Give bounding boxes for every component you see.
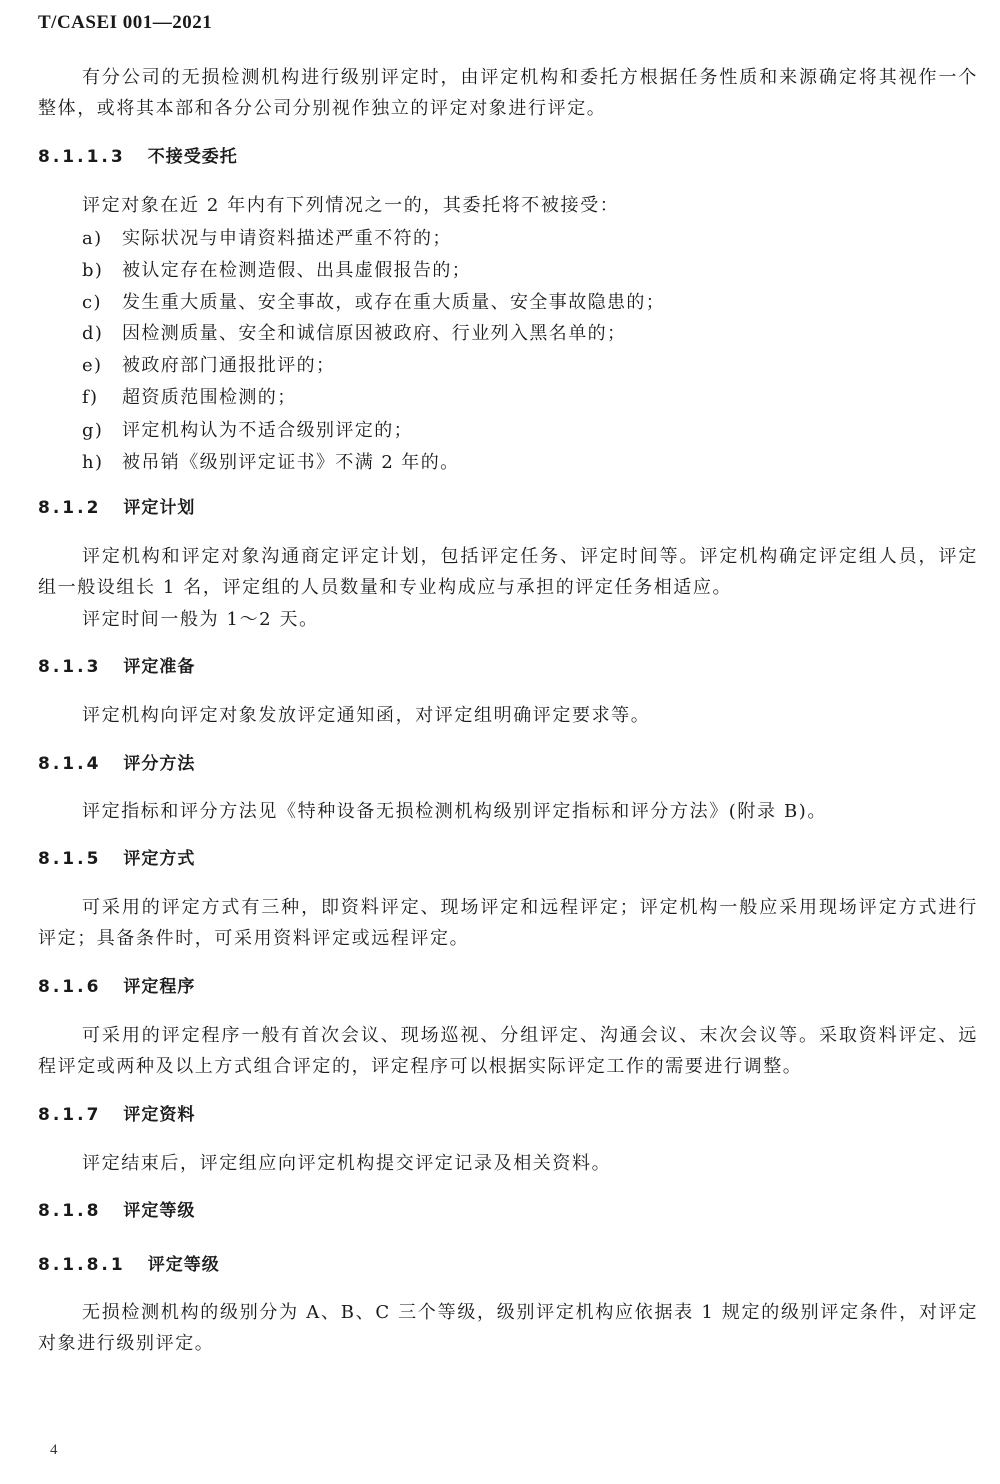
paragraph-8-1-8-1: 无损检测机构的级别分为 A、B、C 三个等级，级别评定机构应依据表 1 规定的级别评定条件，对评定对象进行级别评定。 xyxy=(38,1302,978,1354)
section-number: 8.1.8.1 xyxy=(38,1255,126,1275)
section-number: 8.1.6 xyxy=(38,977,102,997)
list-marker: b) xyxy=(82,260,104,281)
section-number: 8.1.2 xyxy=(38,498,102,518)
list-item-g xyxy=(82,415,982,446)
section-title: 评定资料 xyxy=(123,1105,196,1125)
list-text: 被吊销《级别评定证书》不满 2 年的。 xyxy=(122,452,460,473)
list-marker: e) xyxy=(82,355,103,376)
list-text: 因检测质量、安全和诚信原因被政府、行业列入黑名单的； xyxy=(122,323,627,344)
section-number: 8.1.4 xyxy=(38,754,102,774)
paragraph-8-1-3: 评定机构向评定对象发放评定通知函，对评定组明确评定要求等。 xyxy=(82,705,651,726)
list-text: 被政府部门通报批评的； xyxy=(122,355,336,376)
section-title: 评定程序 xyxy=(123,977,196,997)
list-text: 实际状况与申请资料描述严重不符的； xyxy=(122,228,452,249)
list-marker: h) xyxy=(82,452,104,473)
list-item-e xyxy=(82,350,982,381)
paragraph-8-1-4: 评定指标和评分方法见《特种设备无损检测机构级别评定指标和评分方法》(附录 B)。 xyxy=(82,801,827,822)
section-heading-8-1-1-3 xyxy=(38,145,238,169)
list-item-f xyxy=(82,382,982,413)
section-heading-8-1-8-1 xyxy=(38,1253,220,1277)
list-marker: c) xyxy=(82,292,102,313)
section-heading-8-1-7 xyxy=(38,1103,195,1127)
paragraph-intro: 有分公司的无损检测机构进行级别评定时，由评定机构和委托方根据任务性质和来源确定将其视作一个整体，或将其本部和各分公司分别视作独立的评定对象进行评定。 xyxy=(38,67,978,119)
paragraph-8-1-7: 评定结束后，评定组应向评定机构提交评定记录及相关资料。 xyxy=(82,1153,612,1174)
list-text: 超资质范围检测的； xyxy=(122,387,297,408)
section-heading-8-1-5 xyxy=(38,847,195,871)
list-text: 发生重大质量、安全事故，或存在重大质量、安全事故隐患的； xyxy=(122,292,666,313)
page-number: 4 xyxy=(50,1442,58,1458)
section-number: 8.1.5 xyxy=(38,849,102,869)
paragraph-8-1-1-3: 评定对象在近 2 年内有下列情况之一的，其委托将不被接受： xyxy=(82,195,620,216)
list-item-h xyxy=(82,447,982,478)
list-item-c xyxy=(82,287,982,318)
section-heading-8-1-3 xyxy=(38,655,195,679)
section-title: 评定等级 xyxy=(147,1255,220,1275)
list-item-b xyxy=(82,255,982,286)
section-title: 评定等级 xyxy=(123,1201,196,1221)
list-marker: d) xyxy=(82,323,104,344)
section-number: 8.1.3 xyxy=(38,657,102,677)
section-title: 评定计划 xyxy=(123,498,196,518)
section-heading-8-1-6 xyxy=(38,975,195,999)
list-item-d xyxy=(82,318,982,349)
list-text: 被认定存在检测造假、出具虚假报告的； xyxy=(122,260,472,281)
section-title: 评定方式 xyxy=(123,849,196,869)
list-text: 评定机构认为不适合级别评定的； xyxy=(122,420,413,441)
paragraph-8-1-5: 可采用的评定方式有三种，即资料评定、现场评定和远程评定；评定机构一般应采用现场评定方式进行评定；具备条件时，可采用资料评定或远程评定。 xyxy=(38,897,978,949)
paragraph-8-1-2-a: 评定机构和评定对象沟通商定评定计划，包括评定任务、评定时间等。评定机构确定评定组人员，评定组一般设组长 1 名，评定组的人员数量和专业构成应与承担的评定任务相适应。 xyxy=(38,546,978,598)
paragraph-8-1-6: 可采用的评定程序一般有首次会议、现场巡视、分组评定、沟通会议、末次会议等。采取资料评定、远程评定或两种及以上方式组合评定的，评定程序可以根据实际评定工作的需要进行调整。 xyxy=(38,1025,978,1077)
list-marker: g) xyxy=(82,420,104,441)
section-heading-8-1-4 xyxy=(38,752,195,776)
list-marker: a) xyxy=(82,228,103,249)
paragraph-8-1-2-b: 评定时间一般为 1～2 天。 xyxy=(82,609,319,630)
section-title: 评定准备 xyxy=(123,657,196,677)
standard-code: T/CASEI 001—2021 xyxy=(38,12,213,33)
section-title: 不接受委托 xyxy=(147,147,238,167)
list-item-a xyxy=(82,223,982,254)
section-title: 评分方法 xyxy=(123,754,196,774)
section-heading-8-1-8 xyxy=(38,1199,195,1223)
list-marker: f) xyxy=(82,387,99,408)
section-number: 8.1.8 xyxy=(38,1201,102,1221)
section-number: 8.1.1.3 xyxy=(38,147,126,167)
section-heading-8-1-2 xyxy=(38,496,195,520)
section-number: 8.1.7 xyxy=(38,1105,102,1125)
